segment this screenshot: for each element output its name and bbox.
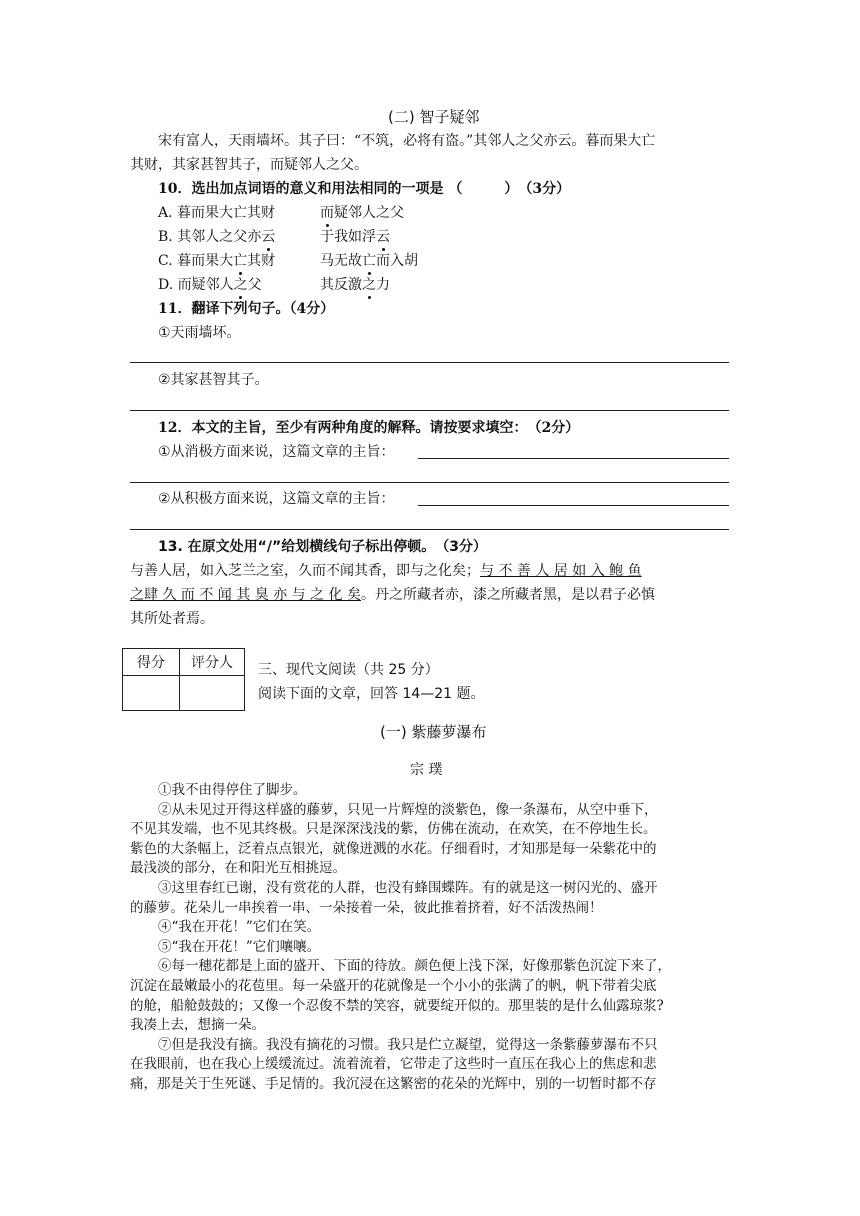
article-line: ⑥每一穗花都是上面的盛开、下面的待放。颜色便上浅下深，好像那紫色沉淀下来了，	[158, 958, 671, 974]
option-text: 其财	[247, 253, 276, 269]
dotted-char: 之	[233, 277, 248, 293]
question-11-stem: 11．翻译下列句子。（4分）	[158, 301, 335, 317]
article-line: 紫色的大条幅上，泛着点点银光，就像迸溅的水花。仔细看时，才知那是每一朵紫花中的	[130, 841, 657, 857]
option-text: D. 而疑邻人	[158, 277, 234, 293]
article-line: 的舱，船舱鼓鼓的；又像一个忍俊不禁的笑容，就要绽开似的。那里装的是什么仙露琼浆?	[130, 998, 664, 1014]
answer-line[interactable]	[130, 410, 729, 411]
option-text: 而入胡	[376, 253, 418, 269]
option-text: B. 其邻人之父亦	[158, 229, 262, 245]
option-d-right	[320, 275, 390, 295]
underlined-sentence: 之肆 久 而 不 闻 其 臭 亦 与 之 化 矣	[130, 587, 361, 603]
article-line: 我凑上去，想摘一朵。	[130, 1017, 265, 1033]
article-line: ①我不由得停住了脚步。	[158, 782, 307, 798]
question-13-stem: 13. 在原文处用“/”给划横线句子标出停顿。 （3分）	[158, 539, 487, 555]
article-line: 痛，那是关于生死谜、手足情的。我沉浸在这繁密的花朵的光辉中，别的一切暂时都不存	[130, 1076, 657, 1092]
quote-line	[130, 561, 642, 581]
question-11-item-1: ①天雨墙坏。	[158, 325, 241, 341]
answer-line[interactable]	[418, 458, 729, 459]
option-d	[158, 275, 262, 295]
option-text: 其反激	[320, 277, 362, 293]
underlined-sentence: 与 不 善 人 居 如 入 鲍 鱼	[480, 563, 642, 579]
question-12-stem: 12．本文的主旨，至少有两种角度的解释。请按要求填空： （2分）	[158, 420, 580, 436]
question-10-stem: 10．选出加点词语的意义和用法相同的一项是 （ ） （3分）	[158, 181, 571, 197]
article-line: 的藤萝。花朵儿一串挨着一串、一朵接着一朵，彼此推着挤着，好不活泼热闹！	[130, 900, 603, 916]
question-11-item-2: ②其家甚智其子。	[158, 372, 269, 388]
dotted-char: 云	[376, 229, 390, 245]
article-line: ②从未见过开得这样盛的藤萝，只见一片辉煌的淡紫色，像一条瀑布，从空中垂下，	[158, 802, 658, 818]
section-heading: 三、现代文阅读（共 25 分）	[258, 662, 439, 678]
quote-text: 与善人居，如入芝兰之室，久而不闻其香，即与之化矣；	[130, 563, 480, 579]
article-line: ⑦但是我没有摘。我没有摘花的习惯。我只是伫立凝望，觉得这一条紫藤萝瀑布不只	[158, 1037, 658, 1053]
answer-line[interactable]	[130, 482, 729, 483]
question-12-item-2: ②从积极方面来说，这篇文章的主旨：	[158, 491, 395, 507]
option-text: C. 暮而果大	[158, 253, 234, 269]
article-line: ④“我在开花！”它们在笑。	[158, 919, 321, 935]
dotted-char: 之	[362, 277, 376, 293]
quote-line	[130, 585, 655, 605]
option-text: 力	[376, 277, 390, 293]
article-line: 在我眼前，也在我心上缓缓流过。流着流着，它带走了这些时一直压在我心上的焦虑和悲	[130, 1056, 657, 1072]
article-line: ⑤“我在开花！”它们嚷嚷。	[158, 939, 321, 955]
answer-line[interactable]	[130, 529, 729, 530]
score-box	[122, 648, 245, 711]
score-label: 得分	[123, 649, 180, 676]
option-text: 疑邻人之父	[334, 205, 404, 221]
option-a-left: A. 暮而果大亡其财	[158, 205, 276, 221]
option-text: 马无故	[320, 253, 362, 269]
option-text: 于我如浮	[320, 229, 376, 245]
dotted-char: 亡	[362, 253, 376, 269]
quote-text: 。丹之所藏者赤，漆之所藏者黑，是以君子必慎	[360, 587, 655, 603]
option-b	[158, 227, 275, 247]
passage-line: 宋有富人，天雨墙坏。其子曰：“不筑，必将有盗。”其邻人之父亦云。暮而果大亡	[158, 133, 656, 149]
answer-line[interactable]	[418, 505, 729, 506]
quote-line: 其所处者焉。	[130, 611, 214, 627]
option-c-right	[320, 251, 418, 271]
question-12-item-1: ①从消极方面来说，这篇文章的主旨：	[158, 444, 395, 460]
dotted-char: 亡	[233, 253, 248, 269]
option-a-right	[320, 203, 404, 223]
article-title: (一) 紫藤萝瀑布	[380, 723, 487, 741]
option-c	[158, 251, 275, 271]
article-line: ③这里春红已谢，没有赏花的人群，也没有蜂围蝶阵。有的就是这一树闪光的、盛开	[158, 880, 658, 896]
article-line: 最浅淡的部分，在和阳光互相挑逗。	[130, 860, 346, 876]
grader-label: 评分人	[180, 649, 245, 676]
dotted-char: 云	[261, 229, 276, 245]
option-a	[158, 203, 275, 223]
section-instruction: 阅读下面的文章，回答 14—21 题。	[258, 686, 485, 702]
section-title: (二) 智子疑邻	[388, 108, 480, 126]
score-cell[interactable]	[123, 676, 180, 711]
passage-line: 其财，其家甚智其子，而疑邻人之父。	[130, 157, 368, 173]
article-author: 宗 璞	[410, 762, 443, 778]
answer-line[interactable]	[130, 362, 729, 363]
option-b-right	[320, 227, 390, 247]
dotted-char: 而	[320, 205, 334, 221]
article-line: 不见其发端，也不见其终极。只是深深浅浅的紫，仿佛在流动，在欢笑，在不停地生长。	[130, 821, 657, 837]
article-line: 沉淀在最嫩最小的花苞里。每一朵盛开的花就像是一个小小的张满了的帆，帆下带着尖底	[130, 978, 657, 994]
grader-cell[interactable]	[180, 676, 245, 711]
option-text: 父	[247, 277, 262, 293]
